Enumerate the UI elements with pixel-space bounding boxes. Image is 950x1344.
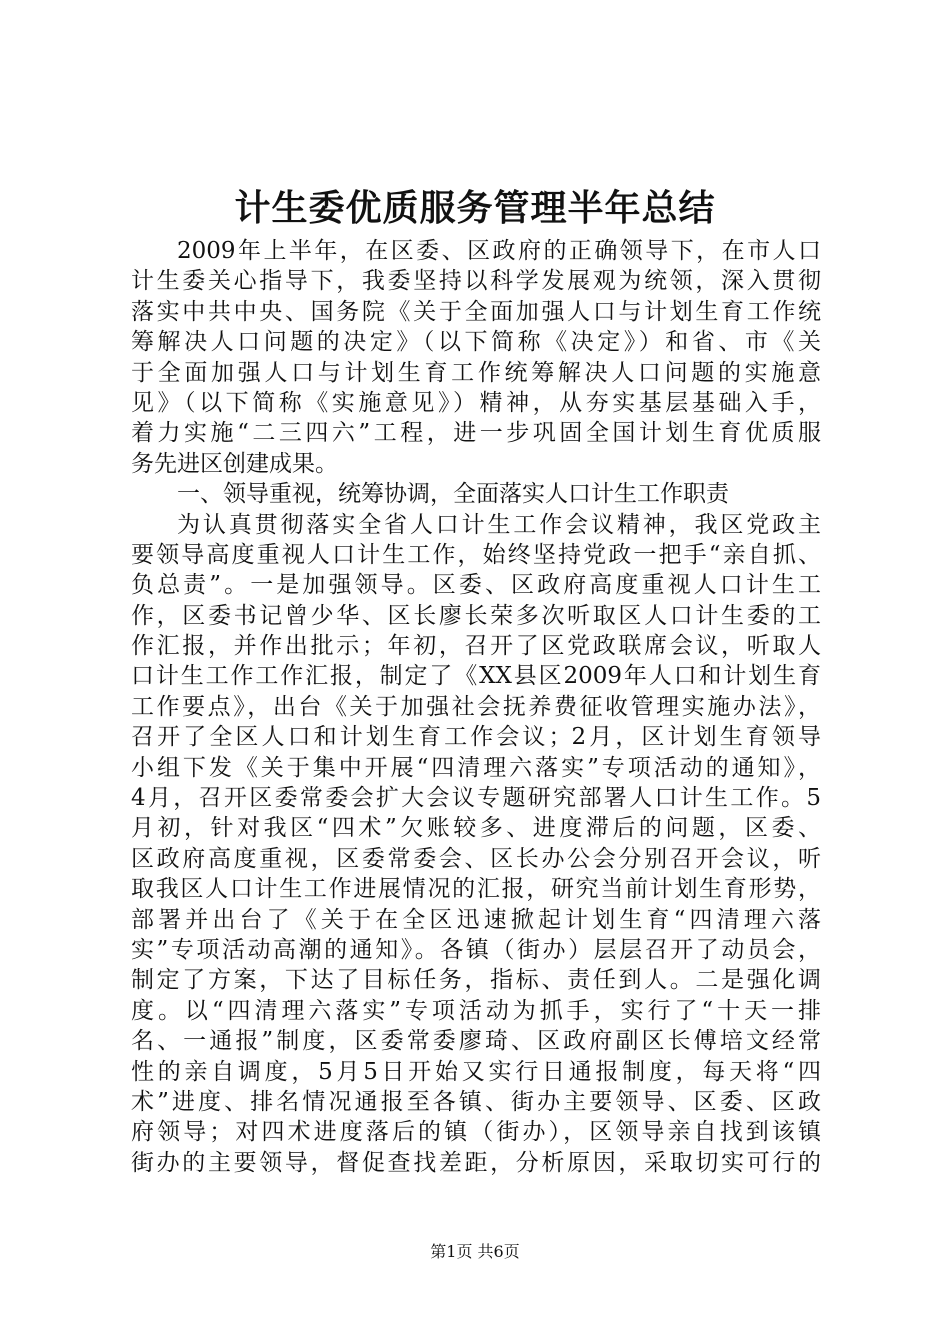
text-line: 计生委关心指导下，我委坚持以科学发展观为统领，深入贯彻: [131, 268, 821, 295]
text-line: 街办的主要领导，督促查找差距，分析原因，采取切实可行的: [131, 1149, 821, 1176]
text-line: 名、一通报”制度，区委常委廖琦、区政府副区长傅培文经常: [131, 1028, 821, 1055]
text-line: 区政府高度重视，区委常委会、区长办公会分别召开会议，听: [131, 845, 821, 872]
text-line: 作，区委书记曾少华、区长廖长荣多次听取区人口计生委的工: [131, 602, 821, 629]
text-line: 于全面加强人口与计划生育工作统筹解决人口问题的实施意: [131, 359, 821, 386]
text-line: 口计生工作工作汇报，制定了《XX县区2009年人口和计划生育: [131, 663, 821, 690]
text-line: 制定了方案，下达了目标任务，指标、责任到人。二是强化调: [131, 967, 821, 994]
text-line: 工作要点》，出台《关于加强社会抚养费征收管理实施办法》，: [131, 693, 821, 720]
page-footer: 第1页 共6页: [430, 1242, 520, 1261]
text-line: 务先进区创建成果。: [131, 450, 338, 477]
text-line: 小组下发《关于集中开展“四清理六落实”专项活动的通知》，: [131, 754, 821, 781]
text-line: 着力实施“二三四六”工程，进一步巩固全国计划生育优质服: [131, 420, 821, 447]
document-title: 计生委优质服务管理半年总结: [234, 187, 716, 229]
text-line: 一、领导重视，统筹协调，全面落实人口计生工作职责: [177, 481, 729, 508]
text-line: 府领导；对四术进度落后的镇（街办），区领导亲自找到该镇: [131, 1119, 821, 1146]
text-line: 部署并出台了《关于在全区迅速掀起计划生育“四清理六落: [131, 906, 821, 933]
text-line: 见》（以下简称《实施意见》）精神，从夯实基层基础入手，: [131, 389, 821, 416]
text-line: 2009年上半年，在区委、区政府的正确领导下，在市人口: [177, 238, 821, 264]
text-line: 负总责”。一是加强领导。区委、区政府高度重视人口计生工: [131, 572, 821, 599]
text-line: 术”进度、排名情况通报至各镇、街办主要领导、区委、区政: [131, 1088, 821, 1115]
text-line: 落实中共中央、国务院《关于全面加强人口与计划生育工作统: [131, 298, 821, 325]
text-line: 要领导高度重视人口计生工作，始终坚持党政一把手“亲自抓、: [131, 541, 821, 568]
document-body: [131, 236, 821, 1178]
text-line: 实”专项活动高潮的通知》。各镇（街办）层层召开了动员会，: [131, 936, 821, 963]
text-line: 筹解决人口问题的决定》（以下简称《决定》）和省、市《关: [131, 329, 821, 356]
text-line: 4月，召开区委常委会扩大会议专题研究部署人口计生工作。5: [131, 785, 821, 812]
text-line: 性的亲自调度，5月5日开始又实行日通报制度，每天将“四: [131, 1058, 821, 1085]
text-line: 度。以“四清理六落实”专项活动为抓手，实行了“十天一排: [131, 997, 821, 1024]
text-line: 为认真贯彻落实全省人口计生工作会议精神，我区党政主: [177, 511, 821, 538]
text-line: 月初，针对我区“四术”欠账较多、进度滞后的问题，区委、: [131, 815, 821, 842]
text-line: 取我区人口计生工作进展情况的汇报，研究当前计划生育形势，: [131, 876, 821, 903]
text-line: 作汇报，并作出批示；年初，召开了区党政联席会议，听取人: [131, 633, 821, 660]
text-line: 召开了全区人口和计划生育工作会议；2月，区计划生育领导: [131, 724, 821, 751]
